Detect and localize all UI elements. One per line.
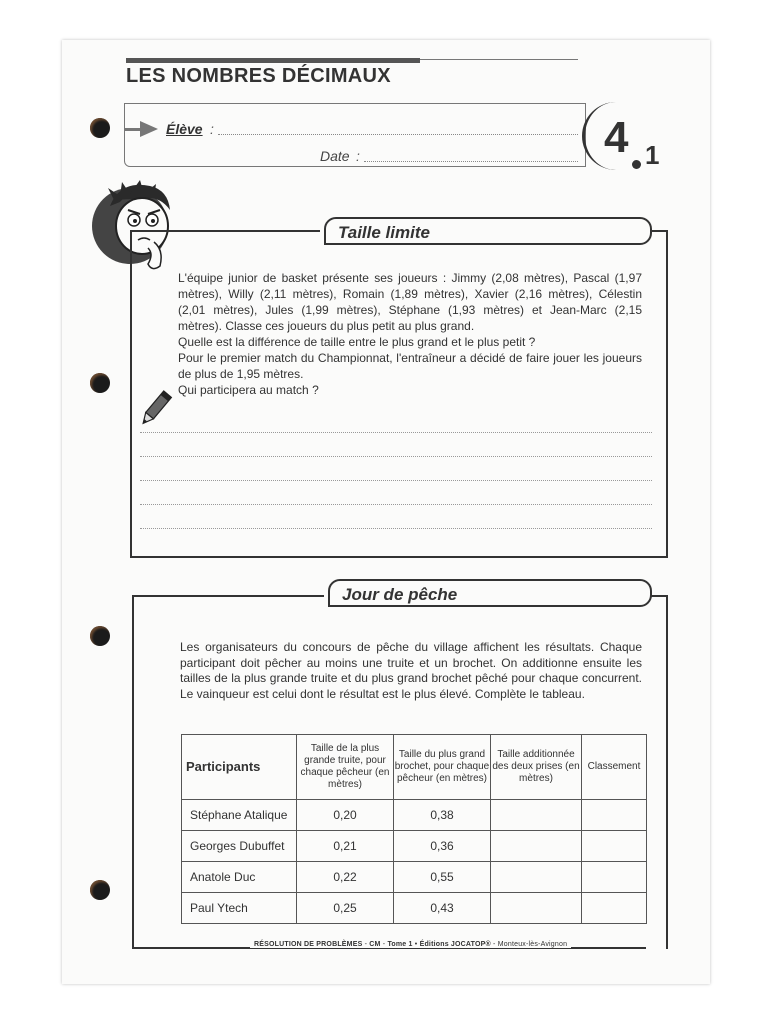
truite-value: 0,22 bbox=[297, 862, 394, 893]
colon: : bbox=[210, 121, 214, 137]
page-title: LES NOMBRES DÉCIMAUX bbox=[126, 65, 391, 87]
answer-line[interactable] bbox=[140, 480, 652, 481]
paragraph: L'équipe junior de basket présente ses joueurs : Jimmy (2,08 mètres), Pascal (1,97 mètres), Willy (2,11 mètres), Romain (1,89 mètres), Xavier (2,16 mètres), Célestin (2,01 mètres), Jules (1,99 mètres), Stéphane (1,93 mètres) et Jean-Marc (2,15 mètres). Classe ces joueurs du plus petit au plus grand. bbox=[178, 271, 642, 333]
footer-publisher: Éditions JOCATOP® bbox=[419, 941, 491, 948]
participant-name: Paul Ytech bbox=[182, 893, 297, 924]
footer-separator: - bbox=[382, 941, 388, 948]
truite-value: 0,25 bbox=[297, 893, 394, 924]
date-field[interactable] bbox=[364, 161, 578, 162]
column-header: Participants bbox=[182, 735, 297, 800]
rank-cell[interactable] bbox=[582, 862, 647, 893]
title-rule-thin bbox=[420, 59, 578, 60]
binder-hole bbox=[90, 626, 110, 646]
total-cell[interactable] bbox=[491, 862, 582, 893]
chapter-number: 4 bbox=[604, 113, 629, 162]
column-header: Taille du plus grand brochet, pour chaque pêcheur (en mètres) bbox=[394, 735, 491, 800]
footer-level: CM bbox=[369, 941, 381, 948]
section2-intro: Les organisateurs du concours de pêche du village affichent les résultats. Chaque participant doit pêcher au moins une truite et un brochet. On additionne ensuite les tailles de la plus grande truite et du plus grand brochet pêché pour chaque concurrent. Le vainqueur est celui dont le résultat est le plus élevé. Complète le tableau. bbox=[180, 640, 642, 701]
brochet-value: 0,36 bbox=[394, 831, 491, 862]
rank-cell[interactable] bbox=[582, 893, 647, 924]
pencil-icon bbox=[138, 388, 174, 428]
column-header: Classement bbox=[582, 735, 647, 800]
truite-value: 0,21 bbox=[297, 831, 394, 862]
total-cell[interactable] bbox=[491, 893, 582, 924]
column-header: Taille additionnée des deux prises (en mètres) bbox=[491, 735, 582, 800]
footer-separator: - bbox=[493, 941, 498, 948]
total-cell[interactable] bbox=[491, 800, 582, 831]
title-rule bbox=[126, 58, 420, 63]
table-row bbox=[182, 862, 647, 893]
rank-cell[interactable] bbox=[582, 800, 647, 831]
chapter-sub: 1 bbox=[645, 140, 660, 170]
answer-line[interactable] bbox=[140, 504, 652, 505]
answer-line[interactable] bbox=[140, 456, 652, 457]
eleve-field[interactable] bbox=[218, 134, 578, 135]
footer-city: Monteux-lès-Avignon bbox=[497, 941, 568, 948]
section1-text bbox=[178, 270, 642, 398]
binder-hole bbox=[90, 880, 110, 900]
participant-name: Stéphane Atalique bbox=[182, 800, 297, 831]
answer-line[interactable] bbox=[140, 432, 652, 433]
column-header: Taille de la plus grande truite, pour chaque pêcheur (en mètres) bbox=[297, 735, 394, 800]
paragraph: Pour le premier match du Championnat, l'entraîneur a décidé de faire jouer les joueurs de plus de 1,95 mètres. bbox=[178, 351, 642, 381]
footer-series: RÉSOLUTION DE PROBLÈMES bbox=[254, 941, 363, 948]
date-label: Date bbox=[320, 148, 350, 164]
brochet-value: 0,55 bbox=[394, 862, 491, 893]
rank-cell[interactable] bbox=[582, 831, 647, 862]
colon: : bbox=[356, 148, 360, 164]
results-table bbox=[181, 734, 647, 924]
table-row bbox=[182, 893, 647, 924]
eleve-label: Élève bbox=[166, 121, 203, 137]
table-row bbox=[182, 800, 647, 831]
answer-line[interactable] bbox=[140, 528, 652, 529]
paragraph: Quelle est la différence de taille entre le plus grand et le plus petit ? bbox=[178, 335, 536, 349]
binder-hole bbox=[90, 373, 110, 393]
binder-hole bbox=[90, 118, 110, 138]
truite-value: 0,20 bbox=[297, 800, 394, 831]
brochet-value: 0,43 bbox=[394, 893, 491, 924]
paragraph: Qui participera au match ? bbox=[178, 383, 319, 397]
footer bbox=[250, 941, 571, 948]
footer-separator: • bbox=[414, 941, 420, 948]
table-row bbox=[182, 831, 647, 862]
section-heading-taille: Taille limite bbox=[324, 217, 652, 245]
participant-name: Georges Dubuffet bbox=[182, 831, 297, 862]
chapter-dot bbox=[632, 160, 641, 169]
total-cell[interactable] bbox=[491, 831, 582, 862]
brochet-value: 0,38 bbox=[394, 800, 491, 831]
arrow-icon bbox=[140, 121, 158, 137]
table-header-row bbox=[182, 735, 647, 800]
footer-tome: Tome 1 bbox=[387, 941, 413, 948]
section-heading-peche: Jour de pêche bbox=[328, 579, 652, 607]
participant-name: Anatole Duc bbox=[182, 862, 297, 893]
footer-separator: - bbox=[364, 941, 370, 948]
